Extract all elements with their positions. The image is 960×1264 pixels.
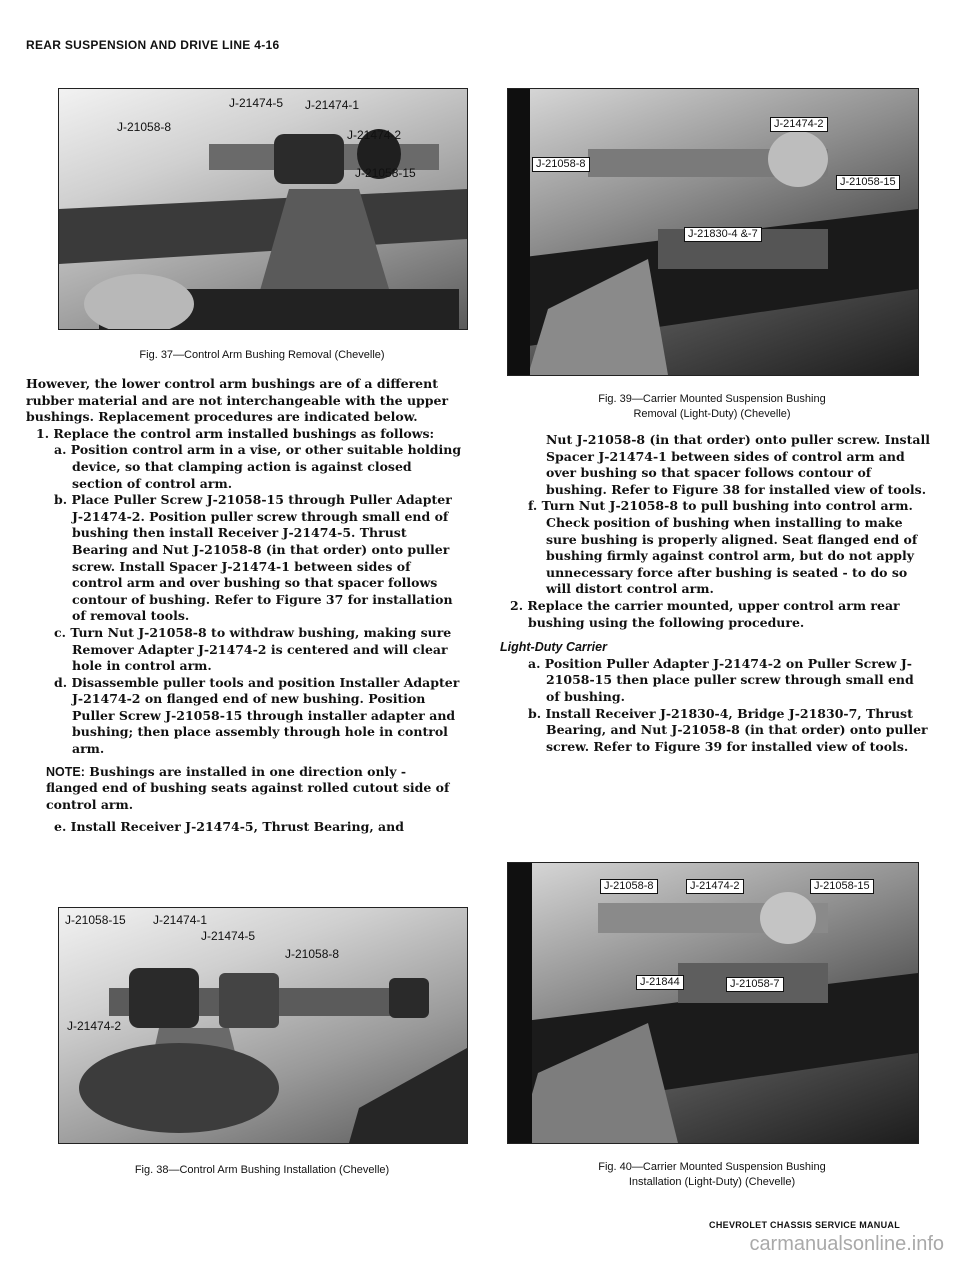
fig39-label-2: J-21058-8 [532, 157, 590, 172]
note-paragraph [26, 764, 462, 814]
figure-39-caption [507, 392, 917, 422]
watermark: carmanualsonline.info [749, 1233, 944, 1255]
footer-brand: CHEVROLET CHASSIS SERVICE MANUAL [709, 1220, 900, 1230]
figure-38-caption: Fig. 38—Control Arm Bushing Installation (Chevelle) [134, 1164, 390, 1176]
right-step-2: 2. Replace the carrier mounted, upper control arm rear bushing using the following procedure. [510, 597, 900, 630]
figure-37-caption: Fig. 37—Control Arm Bushing Removal (Chevelle) [139, 349, 385, 361]
fig37-label-5: J-21058-15 [355, 166, 416, 180]
fig39-label-4: J-21830-4 &-7 [684, 227, 762, 242]
fig38-label-2: J-21474-1 [153, 913, 208, 927]
fig40-label-4: J-21844 [636, 975, 684, 990]
note-label: NOTE: [46, 764, 85, 779]
fig37-label-2: J-21474-1 [305, 98, 360, 112]
figure-40-photo [507, 862, 919, 1144]
figure-37-photo [58, 88, 468, 330]
fig39-label-1: J-21474-2 [770, 117, 828, 132]
fig37-label-3: J-21058-8 [117, 120, 172, 134]
left-intro-paragraph: However, the lower control arm bushings are of a different rubber material and are not interchangeable with the upper bushings. Replacement procedures are indicated below. [26, 376, 449, 425]
right-continuation-paragraph: Nut J-21058-8 (in that order) onto puller screw. Install Spacer J-21474-1 between sides of control arm and over bushing so that spacer follows contour of bushing. Refer to Figure 38 for installed view of tools. [546, 432, 930, 497]
left-step-1c: c. Turn Nut J-21058-8 to withdraw bushing, making sure Remover Adapter J-21474-2 is centered and will clear hole in control arm. [54, 624, 452, 674]
fig40-label-5: J-21058-7 [726, 977, 784, 992]
fig39-label-3: J-21058-15 [836, 175, 900, 190]
fig38-label-5: J-21474-2 [67, 1019, 122, 1033]
figure-39-caption-line-1: Fig. 39—Carrier Mounted Suspension Bushing [598, 393, 826, 405]
light-duty-carrier-heading: Light-Duty Carrier [500, 640, 607, 655]
left-step-1a: a. Position control arm in a vise, or other suitable holding device, so that clamping action is against closed section of control arm. [54, 442, 462, 491]
left-column-text [26, 376, 462, 836]
left-step-1b: b. Place Puller Screw J-21058-15 through Puller Adapter J-21474-2. Position puller screw through small end of bushing then install Receiver J-21474-5. Thrust Bearing and Nut J-21058-8 (in that order) onto puller screw. Install Spacer J-21474-1 between sides of control arm and over bushing so that spacer follows contour of bushing. Refer to Figure 37 for installation of removal tools. [54, 492, 453, 624]
right-step-2a: a. Position Puller Adapter J-21474-2 on Puller Screw J-21058-15 then place puller screw through small end of bushing. [528, 655, 914, 704]
figure-38-photo [58, 907, 468, 1144]
right-step-2b: b. Install Receiver J-21830-4, Bridge J-21830-7, Thrust Bearing, and Nut J-21058-8 (in that order) onto puller screw. Refer to Figure 39 for installed view of tools. [528, 705, 928, 754]
fig37-label-4: J-21474-2 [347, 128, 402, 142]
left-step-1: 1. Replace the control arm installed bushings as follows: [36, 425, 435, 441]
left-step-1e: e. Install Receiver J-21474-5, Thrust Bearing, and [54, 819, 404, 835]
fig37-label-1: J-21474-5 [229, 96, 284, 110]
fig38-label-1: J-21058-15 [65, 913, 126, 927]
left-step-1d: d. Disassemble puller tools and position Installer Adapter J-21474-2 on flanged end of new bushing. Position Puller Screw J-21058-15 through installer adapter and bushing; then place assembly through hole in control arm. [54, 674, 460, 757]
figure-40-caption [507, 1160, 917, 1190]
right-column-text [500, 432, 930, 755]
right-step-1f: f. Turn Nut J-21058-8 to pull bushing into control arm. Check position of bushing when installing to make sure bushing is properly aligned. Seat flanged end of bushing firmly against control arm, but do not apply unnecessary force after bushing is seated - to do so will distort control arm. [528, 498, 918, 597]
figure-40-caption-line-2: Installation (Light-Duty) (Chevelle) [628, 1176, 796, 1188]
figure-39-photo [507, 88, 919, 376]
fig38-label-4: J-21058-8 [285, 947, 340, 961]
figure-40-caption-line-1: Fig. 40—Carrier Mounted Suspension Bushing [598, 1161, 826, 1173]
figure-39-caption-line-2: Removal (Light-Duty) (Chevelle) [633, 408, 791, 420]
fig40-label-1: J-21058-8 [600, 879, 658, 894]
page-header: REAR SUSPENSION AND DRIVE LINE 4-16 [26, 38, 280, 52]
figure-40-illustration [508, 863, 918, 1143]
note-text: Bushings are installed in one direction only - flanged end of bushing seats against rolled cutout side of control arm. [46, 763, 450, 812]
fig40-label-2: J-21474-2 [686, 879, 744, 894]
fig40-label-3: J-21058-15 [810, 879, 874, 894]
fig38-label-3: J-21474-5 [201, 929, 256, 943]
